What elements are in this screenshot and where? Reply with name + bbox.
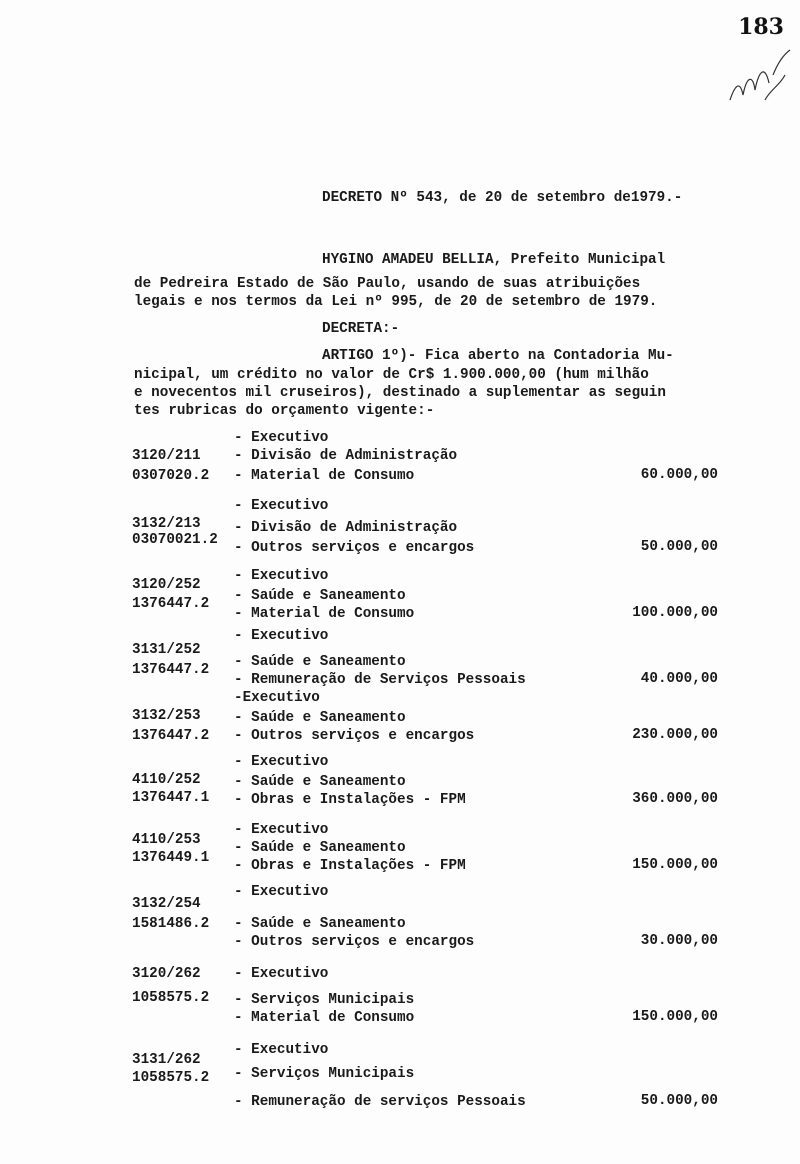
entry-description-line: - Executivo bbox=[234, 498, 329, 514]
entry-description-line: - Saúde e Saneamento bbox=[234, 588, 406, 604]
entry-account-code: 3131/252 bbox=[132, 642, 201, 658]
entry-description-line: - Executivo bbox=[234, 884, 329, 900]
entry-account-code: 3131/262 bbox=[132, 1052, 201, 1068]
handwritten-initials bbox=[725, 45, 795, 110]
preamble-line: de Pedreira Estado de São Paulo, usando de suas atribuições bbox=[134, 276, 641, 292]
entry-amount: 360.000,00 bbox=[632, 791, 718, 807]
entry-description-line: - Saúde e Saneamento bbox=[234, 654, 406, 670]
entry-description-line: - Outros serviços e encargos bbox=[234, 934, 475, 950]
entry-description-line: - Serviços Municipais bbox=[234, 992, 415, 1008]
decreta-heading: DECRETA:- bbox=[322, 321, 400, 337]
entry-amount: 50.000,00 bbox=[640, 1093, 718, 1109]
entry-amount: 100.000,00 bbox=[632, 605, 718, 621]
decree-title: DECRETO Nº 543, de 20 de setembro de1979.- bbox=[322, 190, 683, 206]
entry-description-line: - Outros serviços e encargos bbox=[234, 728, 475, 744]
entry-description-line: - Material de Consumo bbox=[234, 1010, 415, 1026]
entry-description-line: - Executivo bbox=[234, 966, 329, 982]
entry-description-line: -Executivo bbox=[234, 690, 320, 706]
entry-description-line: - Executivo bbox=[234, 754, 329, 770]
entry-program-code: 1376447.2 bbox=[132, 596, 210, 612]
entry-program-code: 1376447.2 bbox=[132, 728, 210, 744]
entry-description-line: - Saúde e Saneamento bbox=[234, 774, 406, 790]
entry-description-line: - Material de Consumo bbox=[234, 606, 415, 622]
entry-amount: 150.000,00 bbox=[632, 857, 718, 873]
entry-account-code: 3120/252 bbox=[132, 577, 201, 593]
entry-program-code: 1581486.2 bbox=[132, 916, 210, 932]
entry-account-code: 3120/211 bbox=[132, 448, 201, 464]
entry-description-line: - Divisão de Administração bbox=[234, 448, 458, 464]
entry-description-line: - Executivo bbox=[234, 628, 329, 644]
entry-account-code: 3132/254 bbox=[132, 896, 201, 912]
entry-description-line: - Remuneração de Serviços Pessoais bbox=[234, 672, 526, 688]
entry-amount: 230.000,00 bbox=[632, 727, 718, 743]
entry-account-code: 4110/252 bbox=[132, 772, 201, 788]
page-number: 183 bbox=[738, 14, 784, 40]
entry-description-line: - Divisão de Administração bbox=[234, 520, 458, 536]
entry-description-line: - Obras e Instalações - FPM bbox=[234, 792, 466, 808]
entry-description-line: - Executivo bbox=[234, 430, 329, 446]
entry-description-line: - Saúde e Saneamento bbox=[234, 710, 406, 726]
entry-amount: 60.000,00 bbox=[640, 467, 718, 483]
entry-description-line: - Executivo bbox=[234, 568, 329, 584]
entry-amount: 30.000,00 bbox=[640, 933, 718, 949]
article-line: tes rubricas do orçamento vigente:- bbox=[134, 403, 435, 419]
entry-description-line: - Outros serviços e encargos bbox=[234, 540, 475, 556]
entry-description-line: - Executivo bbox=[234, 822, 329, 838]
article-line: nicipal, um crédito no valor de Cr$ 1.900.000,00 (hum milhão bbox=[134, 367, 649, 383]
entry-program-code: 1376447.2 bbox=[132, 662, 210, 678]
entry-amount: 150.000,00 bbox=[632, 1009, 718, 1025]
article-line: e novecentos mil cruseiros), destinado a suplementar as seguin bbox=[134, 385, 666, 401]
entry-description-line: - Material de Consumo bbox=[234, 468, 415, 484]
entry-account-code: 3132/213 bbox=[132, 516, 201, 532]
preamble-line: HYGINO AMADEU BELLIA, Prefeito Municipal bbox=[322, 252, 666, 268]
entry-amount: 40.000,00 bbox=[640, 671, 718, 687]
entry-program-code: 03070021.2 bbox=[132, 532, 218, 548]
entry-program-code: 1376447.1 bbox=[132, 790, 210, 806]
entry-account-code: 4110/253 bbox=[132, 832, 201, 848]
entry-account-code: 3132/253 bbox=[132, 708, 201, 724]
entry-program-code: 1376449.1 bbox=[132, 850, 210, 866]
entry-description-line: - Obras e Instalações - FPM bbox=[234, 858, 466, 874]
entry-program-code: 0307020.2 bbox=[132, 468, 210, 484]
entry-description-line: - Serviços Municipais bbox=[234, 1066, 415, 1082]
entry-program-code: 1058575.2 bbox=[132, 990, 210, 1006]
entry-description-line: - Saúde e Saneamento bbox=[234, 840, 406, 856]
entry-amount: 50.000,00 bbox=[640, 539, 718, 555]
preamble-line: legais e nos termos da Lei nº 995, de 20 de setembro de 1979. bbox=[134, 294, 658, 310]
article-line: ARTIGO 1º)- Fica aberto na Contadoria Mu- bbox=[322, 348, 674, 364]
entry-description-line: - Executivo bbox=[234, 1042, 329, 1058]
entry-account-code: 3120/262 bbox=[132, 966, 201, 982]
entry-program-code: 1058575.2 bbox=[132, 1070, 210, 1086]
entry-description-line: - Remuneração de serviços Pessoais bbox=[234, 1094, 526, 1110]
entry-description-line: - Saúde e Saneamento bbox=[234, 916, 406, 932]
